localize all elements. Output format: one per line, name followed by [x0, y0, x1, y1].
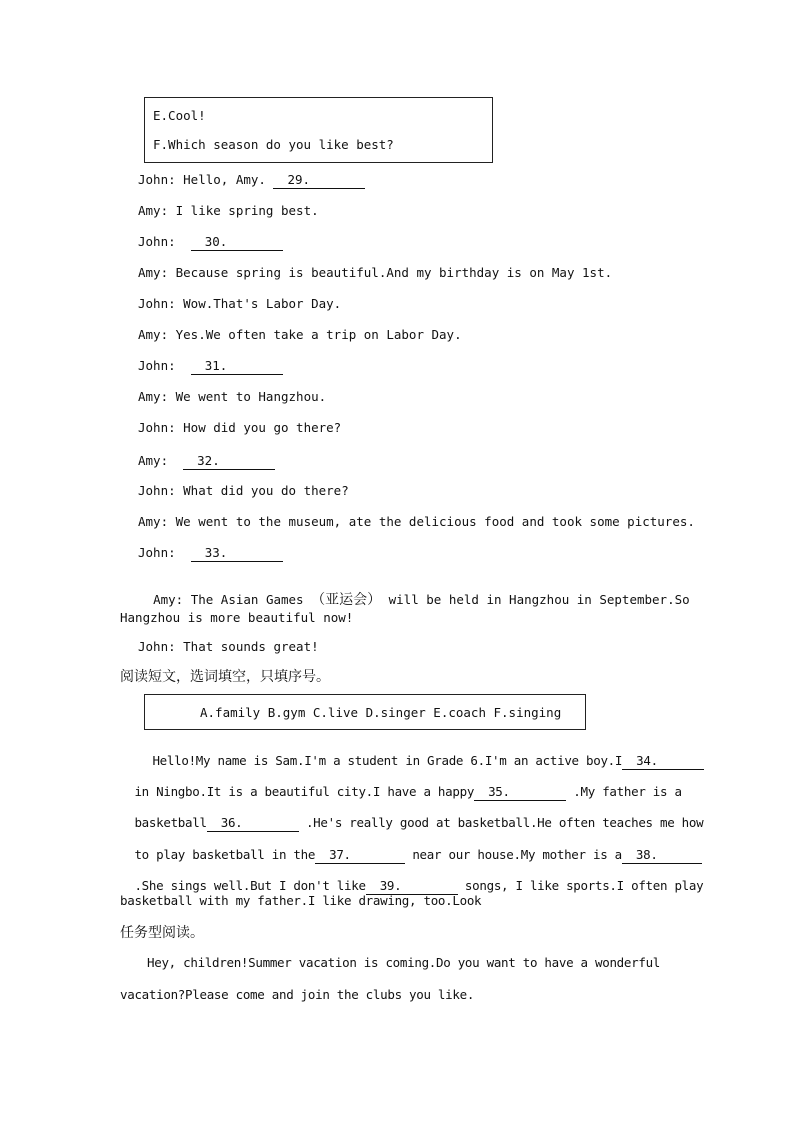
dialogue-line-asian-games [138, 576, 690, 608]
asian-games-cn: （亚运会） [311, 592, 382, 608]
asian-games-text-b: will be held in Hangzhou in September.So [381, 592, 690, 607]
dialogue-line [138, 296, 341, 312]
passage-line-5 [120, 862, 703, 895]
dialogue-text: Amy: I like spring best. [138, 203, 319, 218]
dialogue-line [138, 545, 283, 562]
passage-text: .My father is a [566, 784, 682, 799]
dialogue-line [138, 389, 326, 405]
passage-line-1 [138, 737, 704, 770]
section2-instruction: 阅读短文，选词填空，只填序号。 [120, 669, 330, 685]
blank-33[interactable]: 33. [191, 545, 283, 562]
dialogue-line [138, 483, 349, 499]
blank-38[interactable]: 38. [622, 847, 702, 864]
word-options: A.family B.gym C.live D.singer E.coach F.singing [200, 705, 562, 720]
passage-line-4 [120, 831, 702, 864]
blank-30[interactable]: 30. [191, 234, 283, 251]
dialogue-line [138, 234, 283, 251]
dialogue-line [138, 327, 462, 343]
dialogue-text: John: [138, 545, 191, 560]
options-box [144, 97, 493, 163]
dialogue-line-sounds-great: John: That sounds great! [138, 639, 319, 654]
dialogue-text: Amy: [138, 453, 184, 468]
passage-text: basketball [134, 815, 207, 830]
dialogue-text: Amy: Because spring is beautiful.And my birthday is on May 1st. [138, 265, 613, 280]
blank-32[interactable]: 32. [183, 453, 275, 470]
passage-text: to play basketball in the [134, 847, 316, 862]
blank-34[interactable]: 34. [622, 753, 704, 770]
dialogue-text: John: How did you go there? [138, 420, 342, 435]
passage-text: Hello!My name is Sam.I'm a student in Grade 6.I'm an active boy.I [152, 753, 623, 768]
passage-text: .She sings well.But I don't like [134, 878, 366, 893]
dialogue-line [138, 453, 275, 470]
blank-31[interactable]: 31. [191, 358, 283, 375]
blank-39[interactable]: 39. [366, 878, 458, 895]
dialogue-text: John: Wow.That's Labor Day. [138, 296, 342, 311]
passage-line-6: basketball with my father.I like drawing, too.Look [120, 893, 482, 908]
section3-line-1: Hey, children!Summer vacation is coming.Do you want to have a wonderful [147, 955, 661, 970]
dialogue-line [138, 172, 365, 189]
dialogue-text: Amy: We went to the museum, ate the delicious food and took some pictures. [138, 514, 695, 529]
dialogue-line [138, 514, 695, 530]
section3-instruction: 任务型阅读。 [120, 925, 204, 941]
dialogue-text: Amy: We went to Hangzhou. [138, 389, 327, 404]
dialogue-line [138, 358, 283, 375]
blank-36[interactable]: 36. [207, 815, 299, 832]
passage-text: in Ningbo.It is a beautiful city.I have a happy [134, 784, 475, 799]
blank-29[interactable]: 29. [273, 172, 365, 189]
passage-line-2 [120, 768, 682, 801]
section3-line-2: vacation?Please come and join the clubs you like. [120, 987, 475, 1002]
passage-text: .He's really good at basketball.He often teaches me how [298, 815, 704, 830]
dialogue-line [138, 420, 341, 436]
dialogue-text: Amy: Yes.We often take a trip on Labor Day. [138, 327, 462, 342]
option-e: E.Cool! [153, 108, 206, 123]
dialogue-line [138, 265, 612, 281]
dialogue-text: John: [138, 358, 191, 373]
blank-35[interactable]: 35. [474, 784, 566, 801]
dialogue-text: John: What did you do there? [138, 483, 349, 498]
asian-games-text-a: Amy: The Asian Games [153, 592, 312, 607]
dialogue-line [138, 203, 319, 219]
dialogue-text: John: Hello, Amy. [138, 172, 274, 187]
passage-text: near our house.My mother is a [405, 847, 622, 862]
asian-games-line-2: Hangzhou is more beautiful now! [120, 610, 354, 625]
blank-37[interactable]: 37. [315, 847, 405, 864]
dialogue-text: John: [138, 234, 191, 249]
option-f: F.Which season do you like best? [153, 137, 394, 152]
passage-text: songs, I like sports.I often play [457, 878, 704, 893]
passage-line-3 [120, 799, 703, 832]
